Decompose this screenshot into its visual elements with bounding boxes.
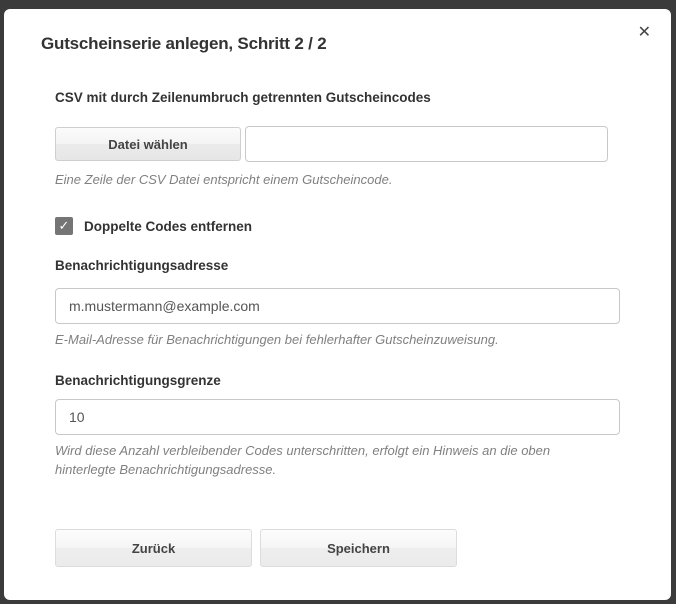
checkbox-check-icon[interactable]: ✓ <box>55 217 73 235</box>
csv-file-row <box>55 126 620 162</box>
remove-duplicates-checkbox[interactable] <box>55 217 620 235</box>
csv-upload-label: CSV mit durch Zeilenumbruch getrennten Gutscheincodes <box>55 90 431 105</box>
remove-duplicates-label: Doppelte Codes entfernen <box>84 218 253 234</box>
voucher-series-dialog <box>4 9 671 600</box>
choose-file-button[interactable]: Datei wählen <box>55 127 241 161</box>
notification-address-label: Benachrichtigungsadresse <box>55 258 229 273</box>
dialog-title: Gutscheinserie anlegen, Schritt 2 / 2 <box>41 34 327 53</box>
back-button[interactable]: Zurück <box>55 529 252 567</box>
save-button[interactable]: Speichern <box>260 529 457 567</box>
notification-limit-label: Benachrichtigungsgrenze <box>55 373 221 388</box>
close-icon[interactable]: ✕ <box>637 24 651 41</box>
csv-filename-input[interactable] <box>245 126 608 162</box>
notification-limit-input[interactable] <box>55 399 620 435</box>
notification-limit-helper: Wird diese Anzahl verbleibender Codes unterschritten, erfolgt ein Hinweis an die oben hinterlegte Benachrichtigungsadresse. <box>55 443 551 477</box>
notification-address-helper: E-Mail-Adresse für Benachrichtigungen bei fehlerhafter Gutscheinzuweisung. <box>55 332 499 347</box>
dialog-footer <box>55 529 620 567</box>
csv-helper-text: Eine Zeile der CSV Datei entspricht einem Gutscheincode. <box>55 172 393 187</box>
notification-address-input[interactable] <box>55 288 620 324</box>
